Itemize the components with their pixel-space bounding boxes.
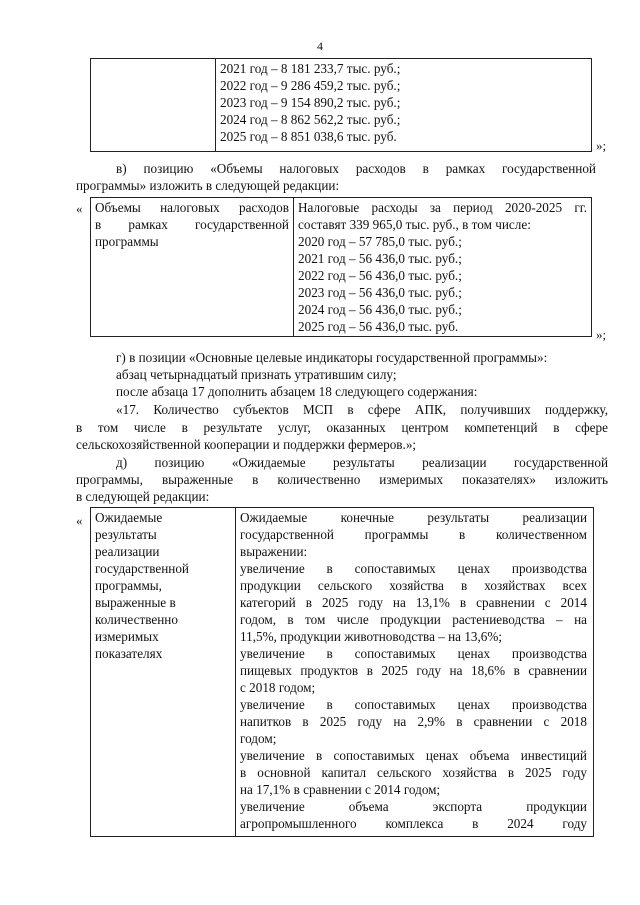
t3right-line: в основной капитал сельского хозяйства в 2025 году — [240, 765, 587, 780]
t3left-line: Ожидаемые — [95, 510, 163, 525]
t2left-line: Объемы налоговых расходов — [95, 200, 289, 215]
t3right-line: 11,5%, продукции животноводства – на 13,6%; — [240, 629, 503, 644]
table1-left-cell — [91, 59, 216, 152]
t1right-line: 2024 год – 8 862 562,2 тыс. руб.; — [220, 112, 401, 127]
para-v-line2: программы» изложить в следующей редакции: — [76, 178, 340, 193]
t3left-line: выраженные в — [95, 595, 176, 610]
t3left-line: показателях — [95, 646, 163, 661]
t3right-line: на 17,1% в сравнении с 2014 годом; — [240, 782, 441, 797]
t3right-line: Ожидаемые конечные результаты реализации — [240, 510, 587, 525]
t3right-line: категорий в 2025 году на 13,1% в сравнении с 2014 — [240, 595, 587, 610]
table2-left-cell — [91, 198, 294, 337]
t3right-line: с 2018 годом; — [240, 680, 316, 695]
para-d-line1: д) позицию «Ожидаемые результаты реализации государственной — [116, 455, 608, 470]
t2left-line: в рамках государственной — [95, 217, 289, 232]
t3right-line: годом, в том числе продукции растениеводства – на — [240, 612, 587, 627]
t3right-line: увеличение в сопоставимых ценах производства — [240, 561, 587, 576]
expected-results-table — [90, 507, 594, 837]
t2right-line: Налоговые расходы за период 2020-2025 гг. — [298, 200, 587, 215]
t3right-line: продукции сельского хозяйства в хозяйствах всех — [240, 578, 587, 593]
para-d-line3: в следующей редакции: — [76, 489, 210, 504]
t3right-line: увеличение в сопоставимых ценах объема инвестиций — [240, 748, 587, 763]
t3right-line: напитков в 2025 году на 2,9% в сравнении с 2018 — [240, 714, 587, 729]
t3left-line: измеримых — [95, 629, 159, 644]
table1-right-cell — [216, 59, 592, 152]
para-g-quote-line2: в том числе в результате услуг, оказанных центром компетенций в сфере — [76, 420, 608, 435]
table3-open-quote: « — [76, 513, 83, 528]
table2-open-quote: « — [76, 201, 83, 216]
table2-close-quote: »; — [596, 327, 607, 342]
t2right-line: 2023 год – 56 436,0 тыс. руб.; — [298, 285, 462, 300]
table1-close-quote: »; — [596, 138, 607, 153]
table2-right-cell — [294, 198, 592, 337]
t2right-line: 2025 год – 56 436,0 тыс. руб. — [298, 319, 459, 334]
t2right-line: 2021 год – 56 436,0 тыс. руб.; — [298, 251, 462, 266]
t2left-line: программы — [95, 234, 159, 249]
t2right-line: 2024 год – 56 436,0 тыс. руб.; — [298, 302, 462, 317]
t3right-line: годом; — [240, 731, 277, 746]
t3left-line: количественно — [95, 612, 178, 627]
table3-right-cell — [236, 508, 594, 837]
t1right-line: 2025 год – 8 851 038,6 тыс. руб. — [220, 129, 397, 144]
para-g-line2: абзац четырнадцатый признать утратившим силу; — [116, 367, 397, 382]
t3left-line: государственной — [95, 561, 189, 576]
tax-expenditure-table — [90, 197, 592, 337]
t3right-line: увеличение объема экспорта продукции — [240, 799, 587, 814]
t3left-line: реализации — [95, 544, 160, 559]
t1right-line: 2022 год – 9 286 459,2 тыс. руб.; — [220, 78, 401, 93]
t1right-line: 2021 год – 8 181 233,7 тыс. руб.; — [220, 61, 401, 76]
para-d-line2: программы, выраженные в количественно измеримых показателях» изложить — [76, 472, 608, 487]
para-g-quote-line3: сельскохозяйственной кооперации и поддержки фермеров.»; — [76, 437, 417, 452]
t3right-line: выражении: — [240, 544, 308, 559]
para-g-line3: после абзаца 17 дополнить абзацем 18 следующего содержания: — [116, 384, 478, 399]
para-g-quote-line1: «17. Количество субъектов МСП в сфере АПК, получивших поддержку, — [116, 402, 608, 417]
t3right-line: пищевых продуктов в 2025 году на 18,6% в сравнении — [240, 663, 587, 678]
funding-table-continuation — [90, 58, 592, 152]
t1right-line: 2023 год – 9 154 890,2 тыс. руб.; — [220, 95, 401, 110]
t3right-line: государственной программы в количественном — [240, 527, 587, 542]
t2right-line: 2022 год – 56 436,0 тыс. руб.; — [298, 268, 462, 283]
page-number: 4 — [317, 39, 323, 53]
t3left-line: программы, — [95, 578, 162, 593]
t3right-line: агропромышленного комплекса в 2024 году — [240, 816, 587, 831]
t3left-line: результаты — [95, 527, 157, 542]
t3right-line: увеличение в сопоставимых ценах производства — [240, 697, 587, 712]
t2right-line: составят 339 965,0 тыс. руб., в том числе: — [298, 217, 531, 232]
table3-left-cell — [91, 508, 236, 837]
t3right-line: увеличение в сопоставимых ценах производства — [240, 646, 587, 661]
para-g-line1: г) в позиции «Основные целевые индикаторы государственной программы»: — [116, 350, 548, 365]
t2right-line: 2020 год – 57 785,0 тыс. руб.; — [298, 234, 462, 249]
para-v-line1: в) позицию «Объемы налоговых расходов в рамках государственной — [116, 161, 596, 176]
